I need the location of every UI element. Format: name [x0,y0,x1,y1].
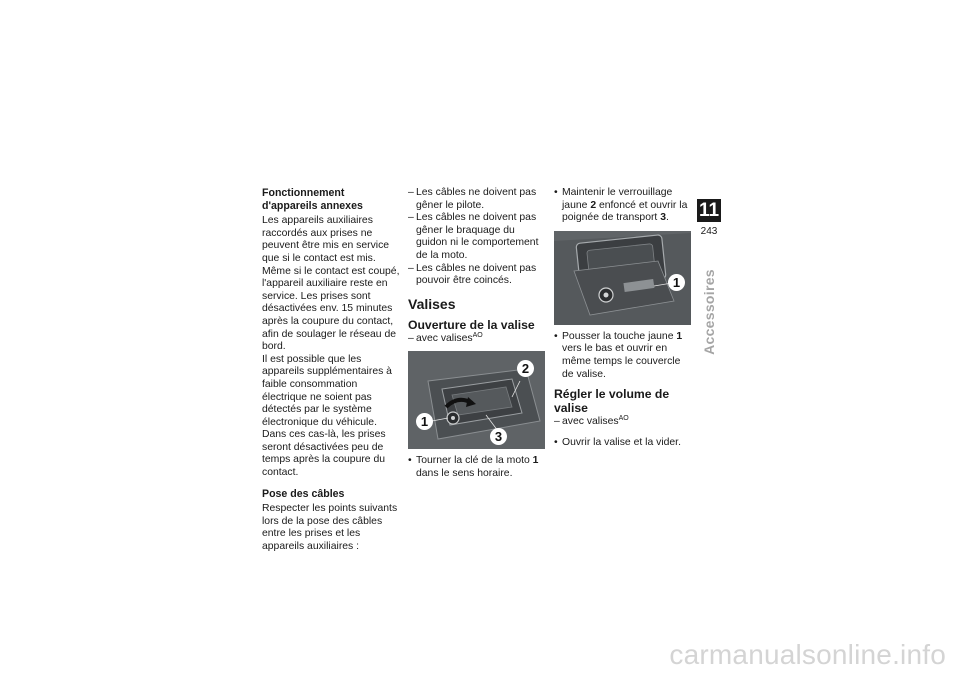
dash-item: – Les câbles ne doivent pas gêner le pilote. [408,187,548,212]
bullet-ref-number: 2 [590,199,597,211]
column-1 [262,187,402,554]
bullet-text: . [666,212,669,224]
figure-poignee-transport [554,231,691,325]
avec-valises-text: avec valises [562,416,619,428]
heading-pose-cables: Pose des câbles [262,487,345,500]
avec-valises-text: avec valises [416,332,473,344]
bullet-tourner-cle [408,455,548,480]
figure-ouverture-valise [408,351,545,449]
figure-label-1: 1 [416,413,433,430]
bullet-text: Pousser la touche jaune [562,330,677,342]
bullet-ref-number: 1 [676,330,683,342]
ao-superscript: AO [618,415,629,423]
figure-label-3: 3 [490,428,507,445]
bullet-text: enfoncé et ouvrir la poignée de transport [562,199,688,224]
column-3 [554,187,694,449]
bullet-text: Tourner la clé de la moto [416,455,533,467]
bullet-ouvrir-vider: • Ouvrir la valise et la vider. [554,437,694,450]
bullet-maintenir-verrouillage [554,187,694,225]
figure-label-2: 2 [517,360,534,377]
heading-valises: Valises [408,295,456,312]
paragraph-fonctionnement: Les appareils auxiliaires raccordés aux prises ne peuvent être mis en service que si le contact est mis. Même si le contact est coupé, l'appareil auxiliaire reste en service. Les prises sont désactivées env. 15 minutes après la coupure du contact, afin de soulager le réseau de bord. [262,215,400,353]
heading-fonctionnement: Fonctionnement d'appareils annexes [262,187,363,212]
page-number: 243 [700,226,718,237]
dash-item: – Les câbles ne doivent pas gêner le braquage du guidon ni le comportement de la moto. [408,212,548,262]
avec-valises-note [554,416,694,429]
heading-ouverture-valise: Ouverture de la valise [408,317,535,332]
paragraph-pose-cables: Respecter les points suivants lors de la pose des câbles entre les prises et les appareils auxiliaires : [262,503,398,553]
bullet-text: vers le bas et ouvrir en même temps le couvercle de valise. [562,343,681,380]
chapter-number: 11 [698,200,720,221]
bullet-text: dans le sens horaire. [416,467,513,479]
bullet-text: Maintenir le verrouillage jaune [562,187,673,211]
ao-superscript: AO [472,331,483,339]
figure-label-1: 1 [668,274,685,291]
bullet-ref-number: 1 [532,455,539,467]
bullet-ref-number: 3 [660,212,666,224]
paragraph-faible-consommation: Il est possible que les appareils supplémentaires à faible consommation électrique ne soient pas détectés par le système électronique du véhicule. Dans ces cas-là, les prises seront désactivées peu de temps après la coupure du contact. [262,353,392,479]
column-2 [408,187,548,481]
watermark: carmanualsonline.info [669,639,946,670]
heading-regler-volume: Régler le volume de valise [554,387,670,416]
dash-item: – Les câbles ne doivent pas pouvoir être coincés. [408,263,548,288]
bullet-pousser-touche [554,331,694,381]
section-title-vertical: Accessoires [701,269,717,355]
avec-valises-note [408,333,548,346]
